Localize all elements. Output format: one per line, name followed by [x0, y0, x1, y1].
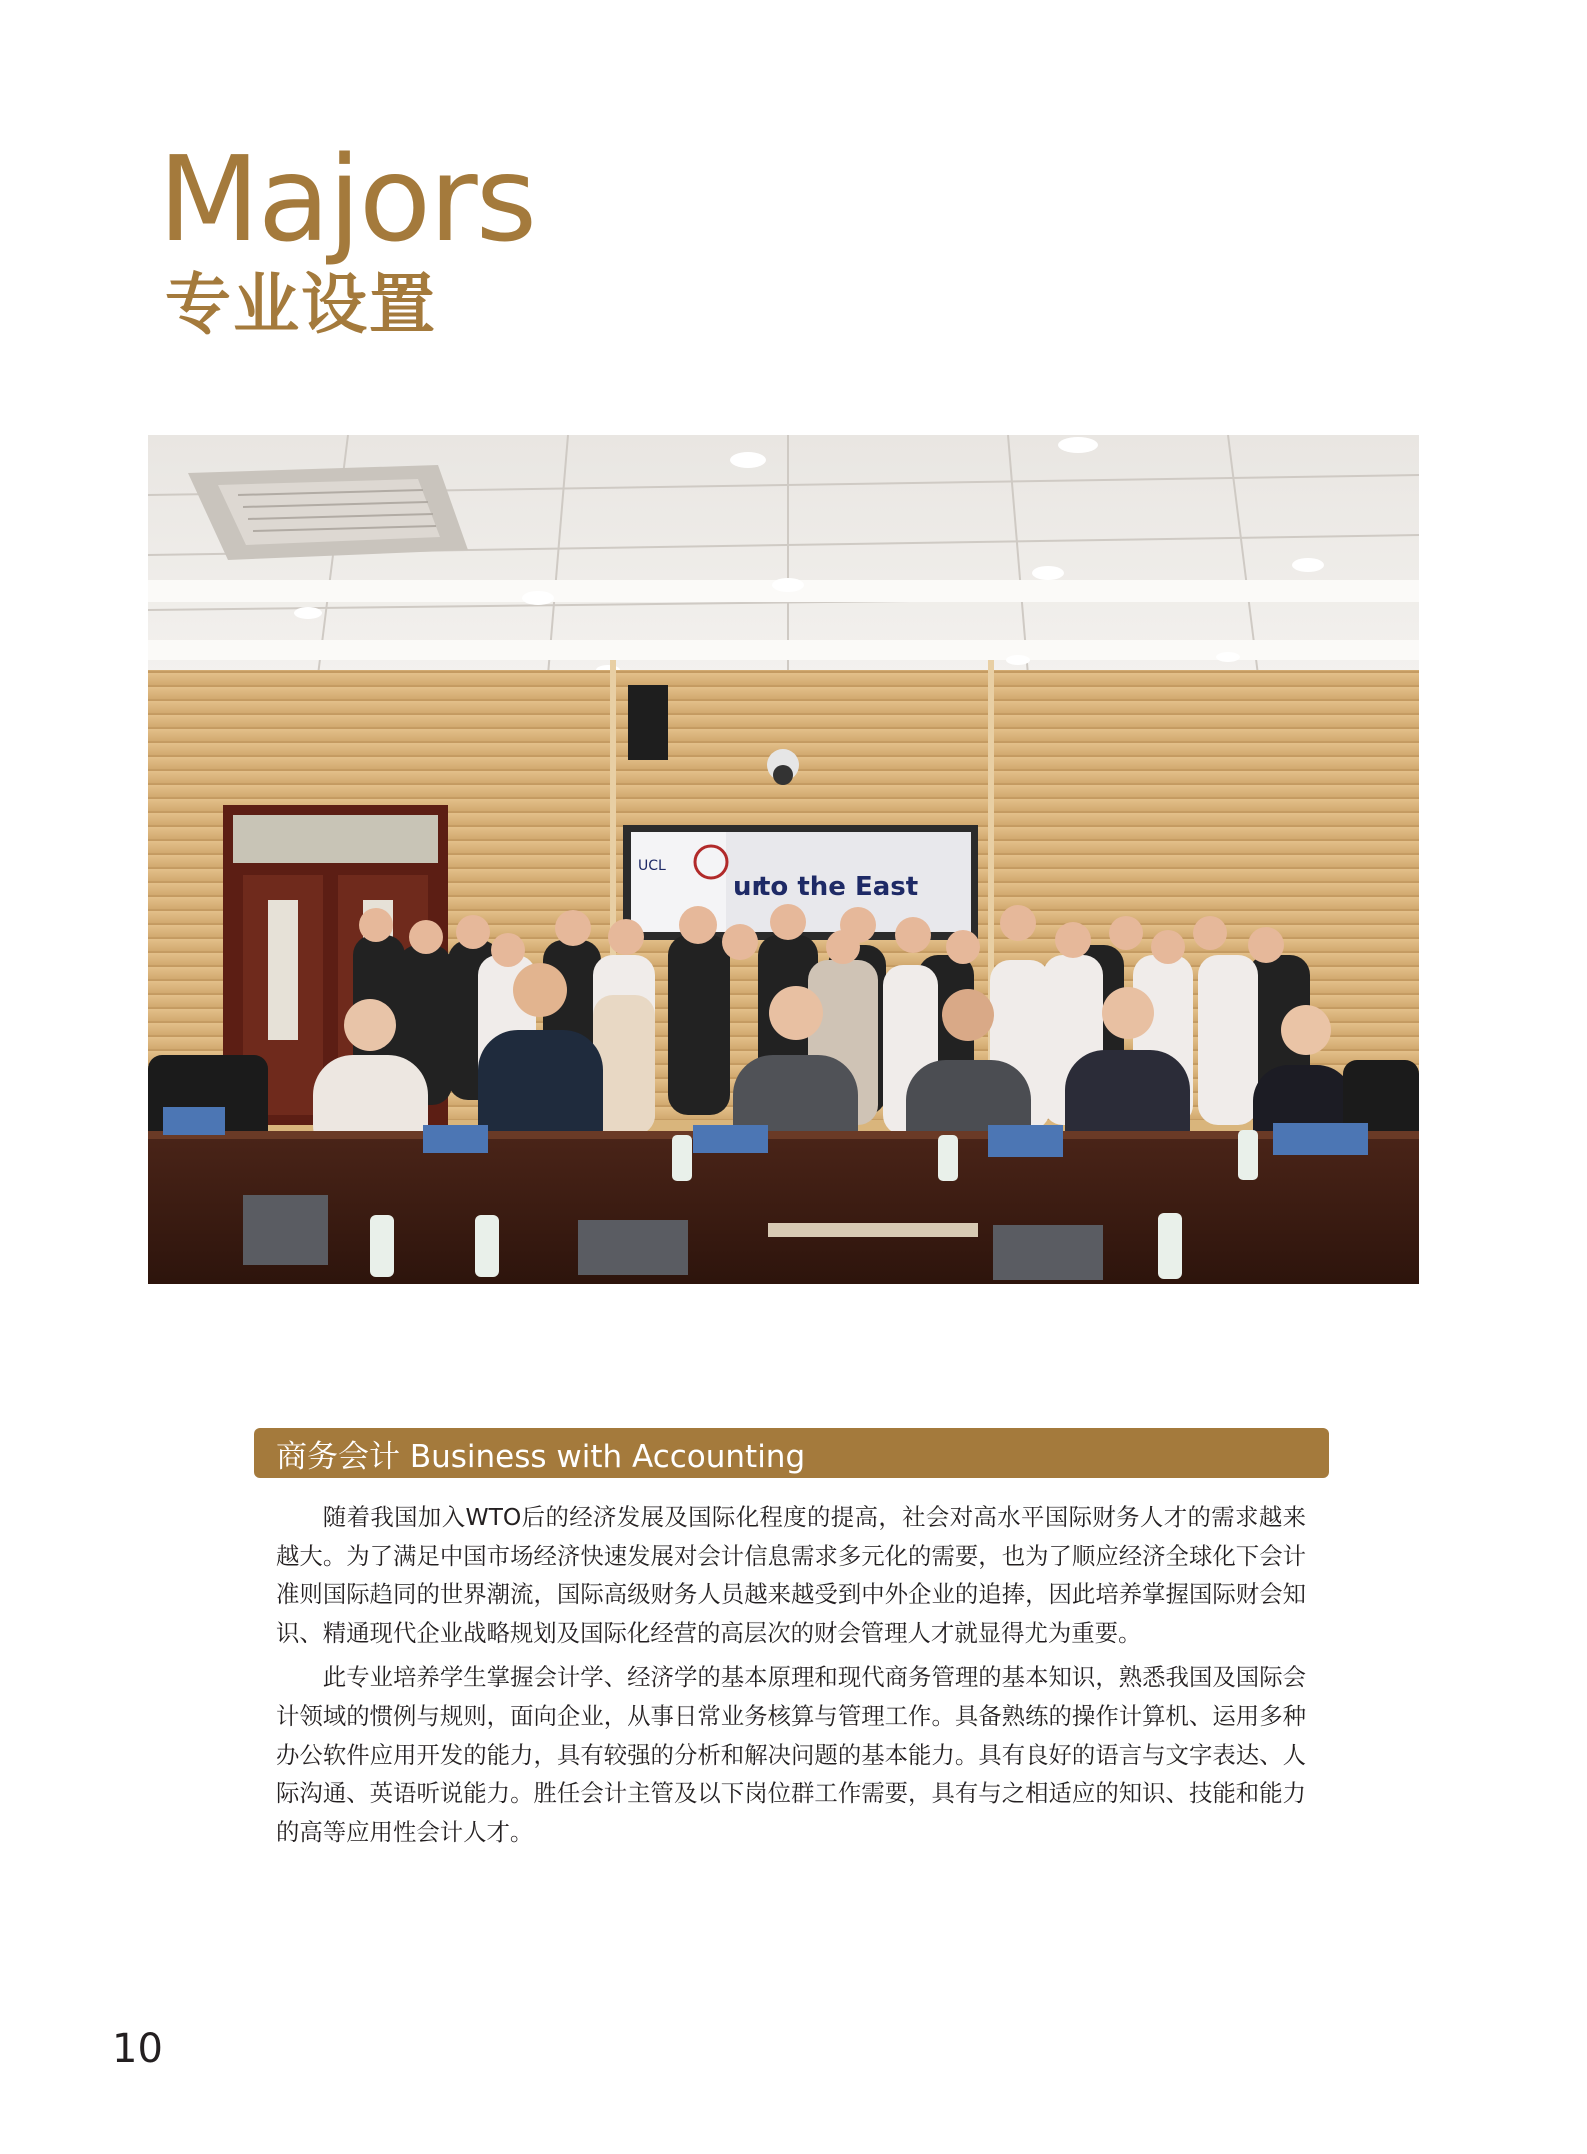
screen-text-1: to the East: [758, 872, 919, 902]
page-number: 10: [112, 2026, 163, 2072]
page-title-english: Majors: [158, 130, 536, 268]
group-photo-illustration: [148, 435, 1419, 1284]
section-heading: 商务会计 Business with Accounting: [276, 1438, 806, 1475]
section-body: [276, 1498, 1306, 1857]
section-heading-bar: [254, 1428, 1329, 1478]
body-paragraph-1: 随着我国加入WTO后的经济发展及国际化程度的提高，社会对高水平国际财务人才的需求越来越大。为了满足中国市场经济快速发展对会计信息需求多元化的需要，也为了顺应经济全球化下会计准则国际趋同的世界潮流，国际高级财务人员越来越受到中外企业的追捧，因此培养掌握国际财会知识、精通现代企业战略规划及国际化经营的高层次的财会管理人才就显得尤为重要。: [276, 1503, 1306, 1647]
screen-logo: UCL: [638, 858, 666, 874]
page-title-chinese: 专业设置: [165, 266, 437, 343]
screen-text-2: ur: [733, 872, 765, 902]
group-photo: [148, 435, 1419, 1284]
body-paragraph-2: 此专业培养学生掌握会计学、经济学的基本原理和现代商务管理的基本知识，熟悉我国及国际会计领域的惯例与规则，面向企业，从事日常业务核算与管理工作。具备熟练的操作计算机、运用多种办公软件应用开发的能力，具有较强的分析和解决问题的基本能力。具有良好的语言与文字表达、人际沟通、英语听说能力。胜任会计主管及以下岗位群工作需要，具有与之相适应的知识、技能和能力的高等应用性会计人才。: [276, 1663, 1306, 1846]
